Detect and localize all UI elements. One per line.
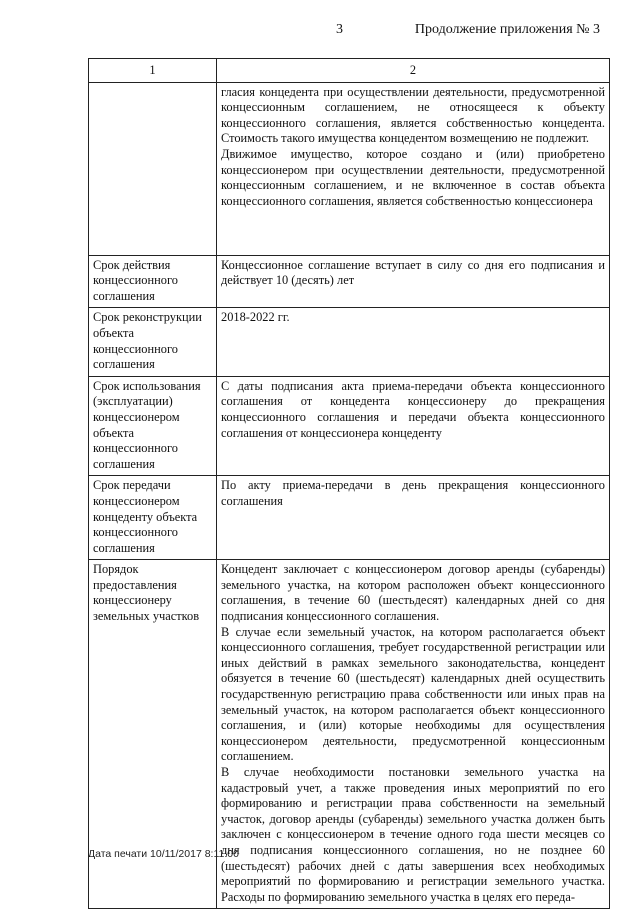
column-header-2: 2 [217,59,610,83]
table-row [89,476,610,560]
paragraph: По акту приема-передачи в день прекращения концессионного соглашения [221,478,605,508]
table-row [89,82,610,255]
paragraph: В случае необходимости постановки земельного участка на кадастровый учет, а также проведения иных мероприятий по его формированию и регистрации права собственности на земельный участок, договор аренды (субаренды) земельного участка должен быть заключен с концессионером в течение одного года шести месяцев со дня подписания концессионного соглашения, но не позднее 60 (шестьдесят) рабочих дней с даты завершения всех необходимых мероприятий по формированию и регистрации земельного участка. Расходы по формированию земельного участка в целях его переда- [221,765,605,904]
table-header-row [89,59,610,83]
row-text [217,560,610,909]
row-text [217,255,610,308]
table-row [89,255,610,308]
table-row [89,376,610,476]
column-header-1: 1 [89,59,217,83]
row-text [217,82,610,255]
row-label: Срок действия концессионного соглашения [89,255,217,308]
row-label: Срок реконструкции объекта концессионного соглашения [89,308,217,376]
paragraph: Движимое имущество, которое создано и (или) приобретено концессионером при осуществлении деятельности, предусмотренной концессионным соглашением, и не включенное в состав объекта концессионного соглашения, является собственностью концессионера [221,146,605,208]
print-date: Дата печати 10/11/2017 8:11:00 [88,848,239,860]
paragraph: С даты подписания акта приема-передачи объекта концессионного соглашения от концедента концессионеру до прекращения концессионного соглашения и передачи объекта концессионного соглашения от концессионера концеденту [221,378,605,440]
paragraph: Концессионное соглашение вступает в силу со дня его подписания и действует 10 (десять) лет [221,257,605,288]
concession-table [88,58,610,909]
table-row [89,308,610,376]
appendix-label: Продолжение приложения № 3 [414,22,600,37]
row-label [89,82,217,255]
page-header [0,22,640,42]
paragraph: В случае если земельный участок, на котором располагается объект концессионного соглашения, требует государственной регистрации или иных действий в рамках земельного законодательства, концедент обязуется в течение 60 (шестьдесят) календарных дней осуществить государственную регистрацию права собственности или иных прав на земельный участок, на котором располагается объект концессионного соглашения, и (или) которые необходимы для осуществления концессионером деятельности, предусмотренной концессионным соглашением. [221,624,605,764]
row-label: Срок использования (эксплуатации) концессионером объекта концессионного соглашения [89,376,217,476]
paragraph: гласия концедента при осуществлении деятельности, предусмотренной концессионным соглашением, не относящееся к объекту концессионного соглашения, является собственностью концедента. Стоимость такого имущества концедентом возмещению не подлежит. [221,84,605,146]
row-label: Срок передачи концессионером концеденту объекта концессионного соглашения [89,476,217,560]
row-text [217,376,610,476]
paragraph: Концедент заключает с концессионером договор аренды (субаренды) земельного участка, на котором расположен объект концессионного соглашения, в течение 60 (шестьдесят) календарных дней со дня подписания концессионного соглашения. [221,562,605,624]
row-text [217,476,610,560]
row-text [217,308,610,376]
page-number: 3 [336,22,343,37]
paragraph: 2018-2022 гг. [221,310,290,325]
row-label: Порядок предоставления концессионеру земельных участков [89,560,217,909]
